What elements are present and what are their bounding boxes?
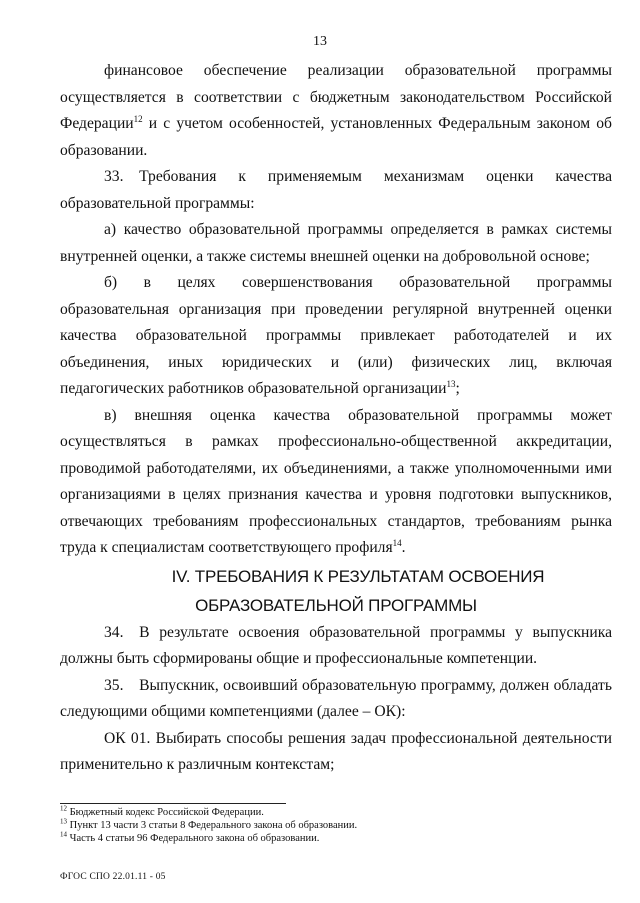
paragraph-text: финансовое обеспечение реализации образовательной программы осуществляется в соответствии с бюджетным законодательством Российской Федерации [60, 62, 612, 132]
footnote-ref-13: 13 [446, 378, 456, 389]
paragraph-tail: . [401, 539, 406, 556]
document-code: ФГОС СПО 22.01.11 - 05 [60, 872, 166, 882]
paragraph-tail: ; [455, 380, 460, 397]
footnotes [60, 806, 620, 845]
footnote-12 [60, 806, 620, 819]
footnote-ref-14: 14 [392, 537, 402, 548]
footnote-13 [60, 819, 620, 832]
paragraph-text: б) в целях совершенствования образовательной программы образовательная организация при проведении регулярной внутренней оценки качества образовательной программы привлекает работодателей и их объединения, иных юридических и (или) физических лиц, включая педагогических работников образовательной организации [60, 274, 612, 397]
footnote-text: Пункт 13 части 3 статьи 8 Федерального закона об образовании. [67, 820, 358, 831]
paragraph-33a: а) качество образовательной программы определяется в рамках системы внутренней оценки, а также системы внешней оценки на добровольной основе; [60, 221, 612, 265]
footnote-number: 13 [60, 817, 67, 826]
paragraph-tail: и с учетом особенностей, установленных Федеральным законом об образовании. [60, 115, 612, 159]
section-heading: IV. ТРЕБОВАНИЯ К РЕЗУЛЬТАТАМ ОСВОЕНИЯ ОБРАЗОВАТЕЛЬНОЙ ПРОГРАММЫ [171, 566, 545, 615]
footnote-14 [60, 832, 620, 845]
paragraph-ok01: ОК 01. Выбирать способы решения задач профессиональной деятельности применительно к различным контекстам; [60, 729, 612, 773]
footnote-number: 14 [60, 830, 67, 839]
paragraph-text: в) внешняя оценка качества образовательной программы может осуществляться в рамках профессионально-общественной аккредитации, проводимой работодателями, их объединениями, а также уполномоченными ими организациями в целях признания качества и уровня подготовки выпускников, отвечающих требованиям профессиональных стандартов, требованиям рынка труда к специалистам соответствующего профиля [60, 406, 612, 556]
footnote-ref-12: 12 [133, 113, 143, 124]
footnote-text: Бюджетный кодекс Российской Федерации. [67, 807, 264, 818]
page-number: 13 [313, 34, 327, 49]
paragraph-34: 34. В результате освоения образовательной программы у выпускника должны быть сформированы общие и профессиональные компетенции. [60, 623, 612, 667]
paragraph-33b [60, 270, 612, 403]
paragraph-funding [60, 58, 612, 164]
footnote-divider [60, 803, 286, 804]
document-body [60, 58, 612, 779]
paragraph-33: 33. Требования к применяемым механизмам оценки качества образовательной программы: [60, 168, 612, 212]
paragraph-33c [60, 403, 612, 562]
footnote-number: 12 [60, 804, 67, 813]
footnote-text: Часть 4 статьи 96 Федерального закона об образовании. [67, 833, 320, 844]
paragraph-35: 35. Выпускник, освоивший образовательную программу, должен обладать следующими общими компетенциями (далее – ОК): [60, 676, 612, 720]
